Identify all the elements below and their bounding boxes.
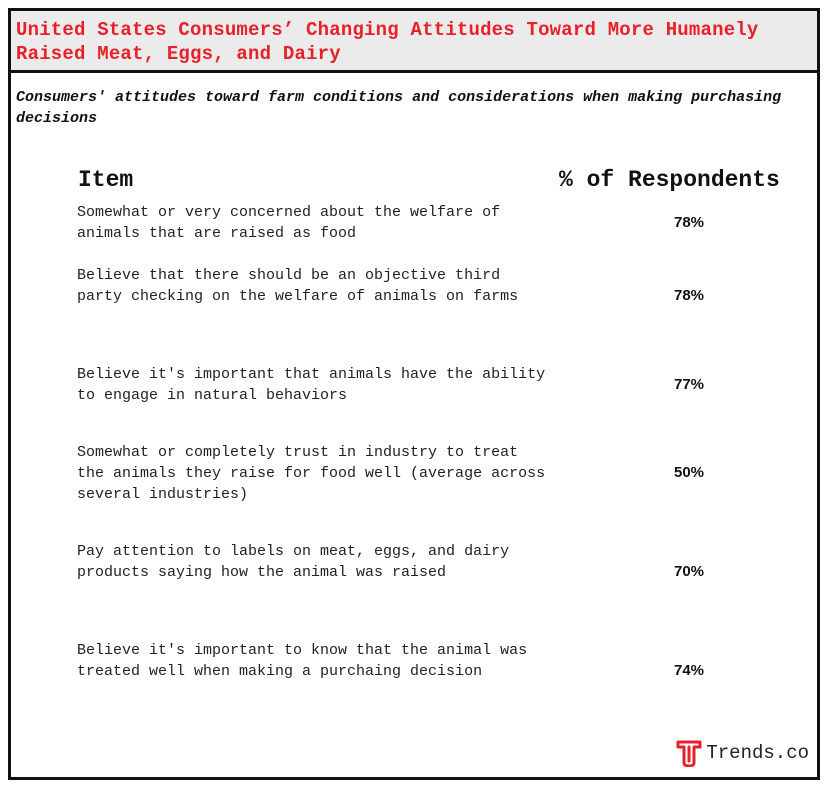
- page-title: United States Consumers’ Changing Attitudes Toward More Humanely Raised Meat, Eggs, and Dairy: [16, 19, 759, 65]
- column-header-item: Item: [78, 167, 134, 193]
- row-item-text: Believe that there should be an objective third party checking on the welfare of animals on farms: [77, 267, 519, 305]
- row-percent-value: 78%: [673, 214, 705, 231]
- row-percent-value: 50%: [673, 464, 705, 481]
- row-percent-value: 70%: [673, 563, 705, 580]
- row-item-text: Somewhat or completely trust in industry to treat the animals they raise for food well (average across several industries): [77, 444, 546, 503]
- row-item-text: Believe it's important to know that the animal was treated well when making a purchaing decision: [77, 642, 528, 680]
- row-item-text: Somewhat or very concerned about the welfare of animals that are raised as food: [77, 204, 501, 242]
- row-percent-value: 78%: [673, 287, 705, 304]
- infographic-frame: [8, 8, 820, 780]
- trends-logo-icon: [676, 739, 702, 767]
- brand-name: Trends.co: [706, 742, 809, 764]
- column-header-percent: % of Respondents: [559, 167, 780, 193]
- row-item-text: Pay attention to labels on meat, eggs, and dairy products saying how the animal was raised: [77, 543, 510, 581]
- row-percent-value: 77%: [673, 376, 705, 393]
- subtitle: Consumers' attitudes toward farm conditions and considerations when making purchasing decisions: [16, 89, 782, 127]
- row-percent-value: 74%: [673, 662, 705, 679]
- brand-logo: [676, 739, 809, 767]
- row-item-text: Believe it's important that animals have the ability to engage in natural behaviors: [77, 366, 546, 404]
- title-band: [11, 11, 817, 73]
